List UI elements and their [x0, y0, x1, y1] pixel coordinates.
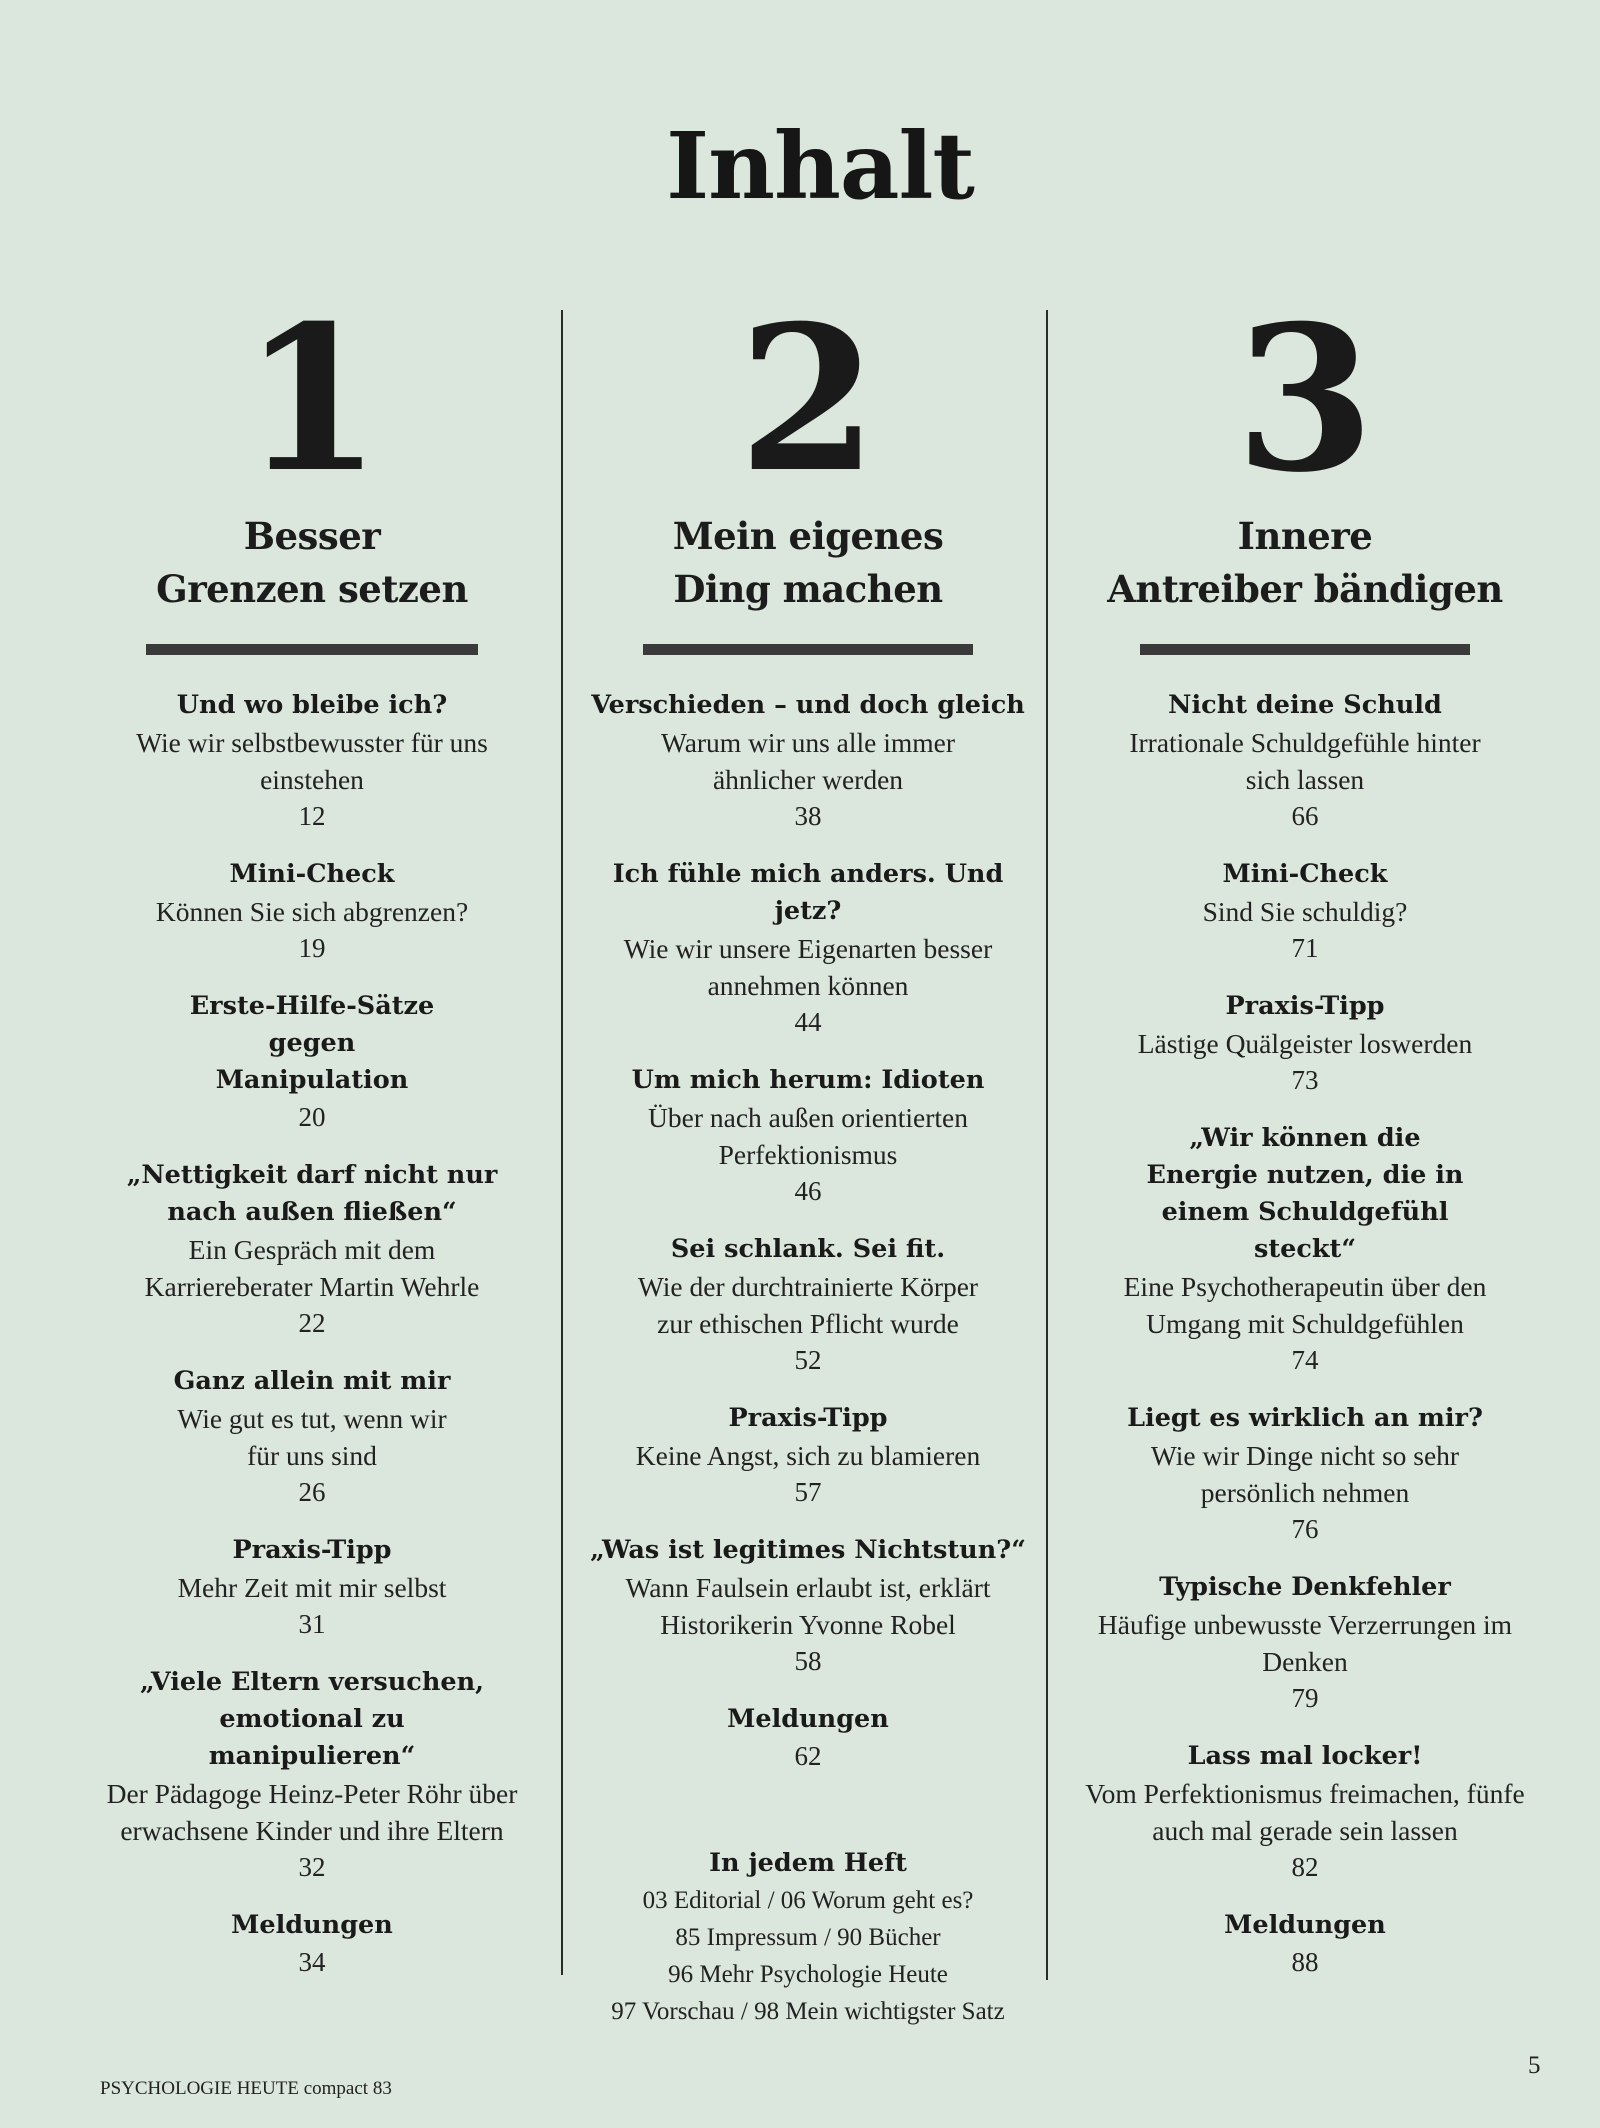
- toc-entry[interactable]: [82, 856, 542, 967]
- entry-page: 79: [1291, 1683, 1319, 1713]
- toc-entry[interactable]: [1075, 1738, 1535, 1886]
- section-number: 2: [738, 282, 878, 517]
- entry-description: Wie gut es tut, wenn wir für uns sind: [177, 1403, 447, 1471]
- entry-description: Mehr Zeit mit mir selbst: [177, 1572, 447, 1603]
- section-2-column: [578, 282, 1038, 2030]
- entry-description: Wie wir Dinge nicht so sehr persönlich nehmen: [1150, 1440, 1460, 1508]
- entry-title: „Was ist legitimes Nichtstun?“: [590, 1535, 1026, 1565]
- entry-title: Mini-Check: [229, 859, 395, 889]
- toc-entry[interactable]: [82, 1907, 542, 1981]
- entry-title: Ich fühle mich anders. Und jetz?: [612, 859, 1004, 926]
- section-title: [82, 510, 542, 616]
- section-title-line: Ding machen: [673, 567, 943, 611]
- entry-title: Ganz allein mit mir: [173, 1366, 451, 1396]
- entry-page: 44: [794, 1007, 822, 1037]
- column-divider-right: [1046, 310, 1048, 1980]
- entry-description: Wann Faulsein erlaubt ist, erklärt Historikerin Yvonne Robel: [625, 1572, 991, 1640]
- every-issue-line: 85 Impressum / 90 Bücher: [675, 1924, 941, 1951]
- every-issue-line: 97 Vorschau / 98 Mein wichtigster Satz: [611, 1998, 1005, 2025]
- entry-title: Typische Denkfehler: [1159, 1572, 1451, 1602]
- entry-description: Häufige unbewusste Verzerrungen im Denken: [1097, 1609, 1513, 1677]
- toc-entry[interactable]: [82, 1157, 542, 1342]
- toc-entry[interactable]: [82, 988, 542, 1136]
- entry-title: Meldungen: [727, 1704, 889, 1734]
- entry-title: Um mich herum: Idioten: [631, 1065, 985, 1095]
- section-title-line: Antreiber bändigen: [1107, 567, 1503, 611]
- section-3-column: [1075, 282, 1535, 2002]
- toc-entry[interactable]: [1075, 1569, 1535, 1717]
- section-number: 3: [1235, 282, 1375, 517]
- toc-entry[interactable]: [1075, 1400, 1535, 1548]
- toc-entry[interactable]: [1075, 687, 1535, 835]
- entry-description: Können Sie sich abgrenzen?: [155, 896, 469, 927]
- entry-title: Liegt es wirklich an mir?: [1127, 1403, 1483, 1433]
- section-title-line: Grenzen setzen: [156, 567, 468, 611]
- every-issue-title: In jedem Heft: [709, 1848, 907, 1878]
- entry-page: 20: [298, 1102, 326, 1132]
- entry-page: 34: [298, 1947, 326, 1977]
- toc-entry[interactable]: [578, 1701, 1038, 1775]
- entry-page: 32: [298, 1852, 326, 1882]
- entry-title: Nicht deine Schuld: [1168, 690, 1442, 720]
- entry-title: Praxis-Tipp: [728, 1403, 888, 1433]
- toc-entry[interactable]: [82, 687, 542, 835]
- entry-title: Praxis-Tipp: [232, 1535, 392, 1565]
- section-rule: [1140, 644, 1470, 655]
- entry-description: Eine Psychotherapeutin über den Umgang mit Schuldgefühlen: [1123, 1271, 1487, 1339]
- entry-page: 88: [1291, 1947, 1319, 1977]
- entry-description: Warum wir uns alle immer ähnlicher werden: [660, 727, 956, 795]
- entry-page: 58: [794, 1646, 822, 1676]
- entry-title: Und wo bleibe ich?: [176, 690, 448, 720]
- entry-description: Der Pädagoge Heinz-Peter Röhr über erwachsene Kinder und ihre Eltern: [106, 1778, 518, 1846]
- entry-description: Wie wir unsere Eigenarten besser annehmen können: [623, 933, 993, 1001]
- toc-entry[interactable]: [1075, 1120, 1535, 1379]
- toc-entry[interactable]: [82, 1532, 542, 1643]
- section-rule: [146, 644, 478, 655]
- every-issue-line: 03 Editorial / 06 Worum geht es?: [642, 1887, 974, 1914]
- entry-description: Wie der durchtrainierte Körper zur ethischen Pflicht wurde: [637, 1271, 979, 1339]
- entry-page: 12: [298, 801, 326, 831]
- toc-entry[interactable]: [578, 856, 1038, 1041]
- toc-entry[interactable]: [578, 687, 1038, 835]
- entry-page: 62: [794, 1741, 822, 1771]
- toc-entry[interactable]: [578, 1532, 1038, 1680]
- toc-entry[interactable]: [1075, 988, 1535, 1099]
- entry-page: 82: [1291, 1852, 1319, 1882]
- toc-entry[interactable]: [578, 1231, 1038, 1379]
- section-title: [1075, 510, 1535, 616]
- entry-page: 22: [298, 1308, 326, 1338]
- entry-title: „Nettigkeit darf nicht nur nach außen fließen“: [126, 1160, 498, 1227]
- entry-page: 71: [1291, 933, 1319, 963]
- section-title: [578, 510, 1038, 616]
- toc-entry[interactable]: [82, 1363, 542, 1511]
- entry-description: Ein Gespräch mit dem Karriereberater Martin Wehrle: [144, 1234, 480, 1302]
- entry-title: „Wir können die Energie nutzen, die in einem Schuldgefühl steckt“: [1146, 1123, 1464, 1264]
- magazine-footer: PSYCHOLOGIE HEUTE compact 83: [100, 2078, 392, 2099]
- entry-description: Vom Perfektionismus freimachen, fünfe auch mal gerade sein lassen: [1085, 1778, 1525, 1846]
- entry-title: Lass mal locker!: [1187, 1741, 1423, 1771]
- toc-entry[interactable]: [1075, 856, 1535, 967]
- entry-title: „Viele Eltern versuchen, emotional zu manipulieren“: [139, 1667, 484, 1771]
- entry-page: 52: [794, 1345, 822, 1375]
- entry-page: 46: [794, 1176, 822, 1206]
- toc-entry[interactable]: [82, 1664, 542, 1886]
- entry-description: Über nach außen orientierten Perfektionismus: [648, 1102, 968, 1170]
- entry-page: 74: [1291, 1345, 1319, 1375]
- section-rule: [643, 644, 973, 655]
- section-title-line: Innere: [1237, 514, 1373, 558]
- entry-description: Wie wir selbstbewusster für uns einstehen: [136, 727, 488, 795]
- entry-description: Irrationale Schuldgefühle hinter sich lassen: [1129, 727, 1481, 795]
- entry-title: Praxis-Tipp: [1225, 991, 1385, 1021]
- entry-title: Mini-Check: [1222, 859, 1388, 889]
- entry-title: Verschieden – und doch gleich: [591, 690, 1025, 720]
- section-number: 1: [242, 282, 382, 517]
- every-issue-block: [578, 1845, 1038, 2030]
- section-1-column: [82, 282, 542, 2002]
- section-title-line: Mein eigenes: [672, 514, 944, 558]
- entry-page: 26: [298, 1477, 326, 1507]
- toc-entry[interactable]: [578, 1062, 1038, 1210]
- entry-page: 31: [298, 1609, 326, 1639]
- page-title: Inhalt: [666, 112, 974, 220]
- entry-description: Keine Angst, sich zu blamieren: [635, 1440, 981, 1471]
- entry-description: Sind Sie schuldig?: [1202, 896, 1408, 927]
- entry-page: 73: [1291, 1065, 1319, 1095]
- page-number: 5: [1528, 2052, 1541, 2079]
- entry-description: Lästige Quälgeister loswerden: [1137, 1028, 1473, 1059]
- entry-page: 57: [794, 1477, 822, 1507]
- toc-entry[interactable]: [1075, 1907, 1535, 1981]
- entry-page: 19: [298, 933, 326, 963]
- entry-page: 76: [1291, 1514, 1319, 1544]
- entry-title: Sei schlank. Sei fit.: [670, 1234, 946, 1264]
- toc-entry[interactable]: [578, 1400, 1038, 1511]
- entry-page: 38: [794, 801, 822, 831]
- every-issue-line: 96 Mehr Psychologie Heute: [668, 1961, 948, 1988]
- column-divider-left: [561, 310, 563, 1975]
- entry-title: Meldungen: [231, 1910, 393, 1940]
- section-title-line: Besser: [243, 514, 381, 558]
- entry-title: Erste-Hilfe-Sätze gegen Manipulation: [189, 991, 435, 1095]
- entry-title: Meldungen: [1224, 1910, 1386, 1940]
- entry-page: 66: [1291, 801, 1319, 831]
